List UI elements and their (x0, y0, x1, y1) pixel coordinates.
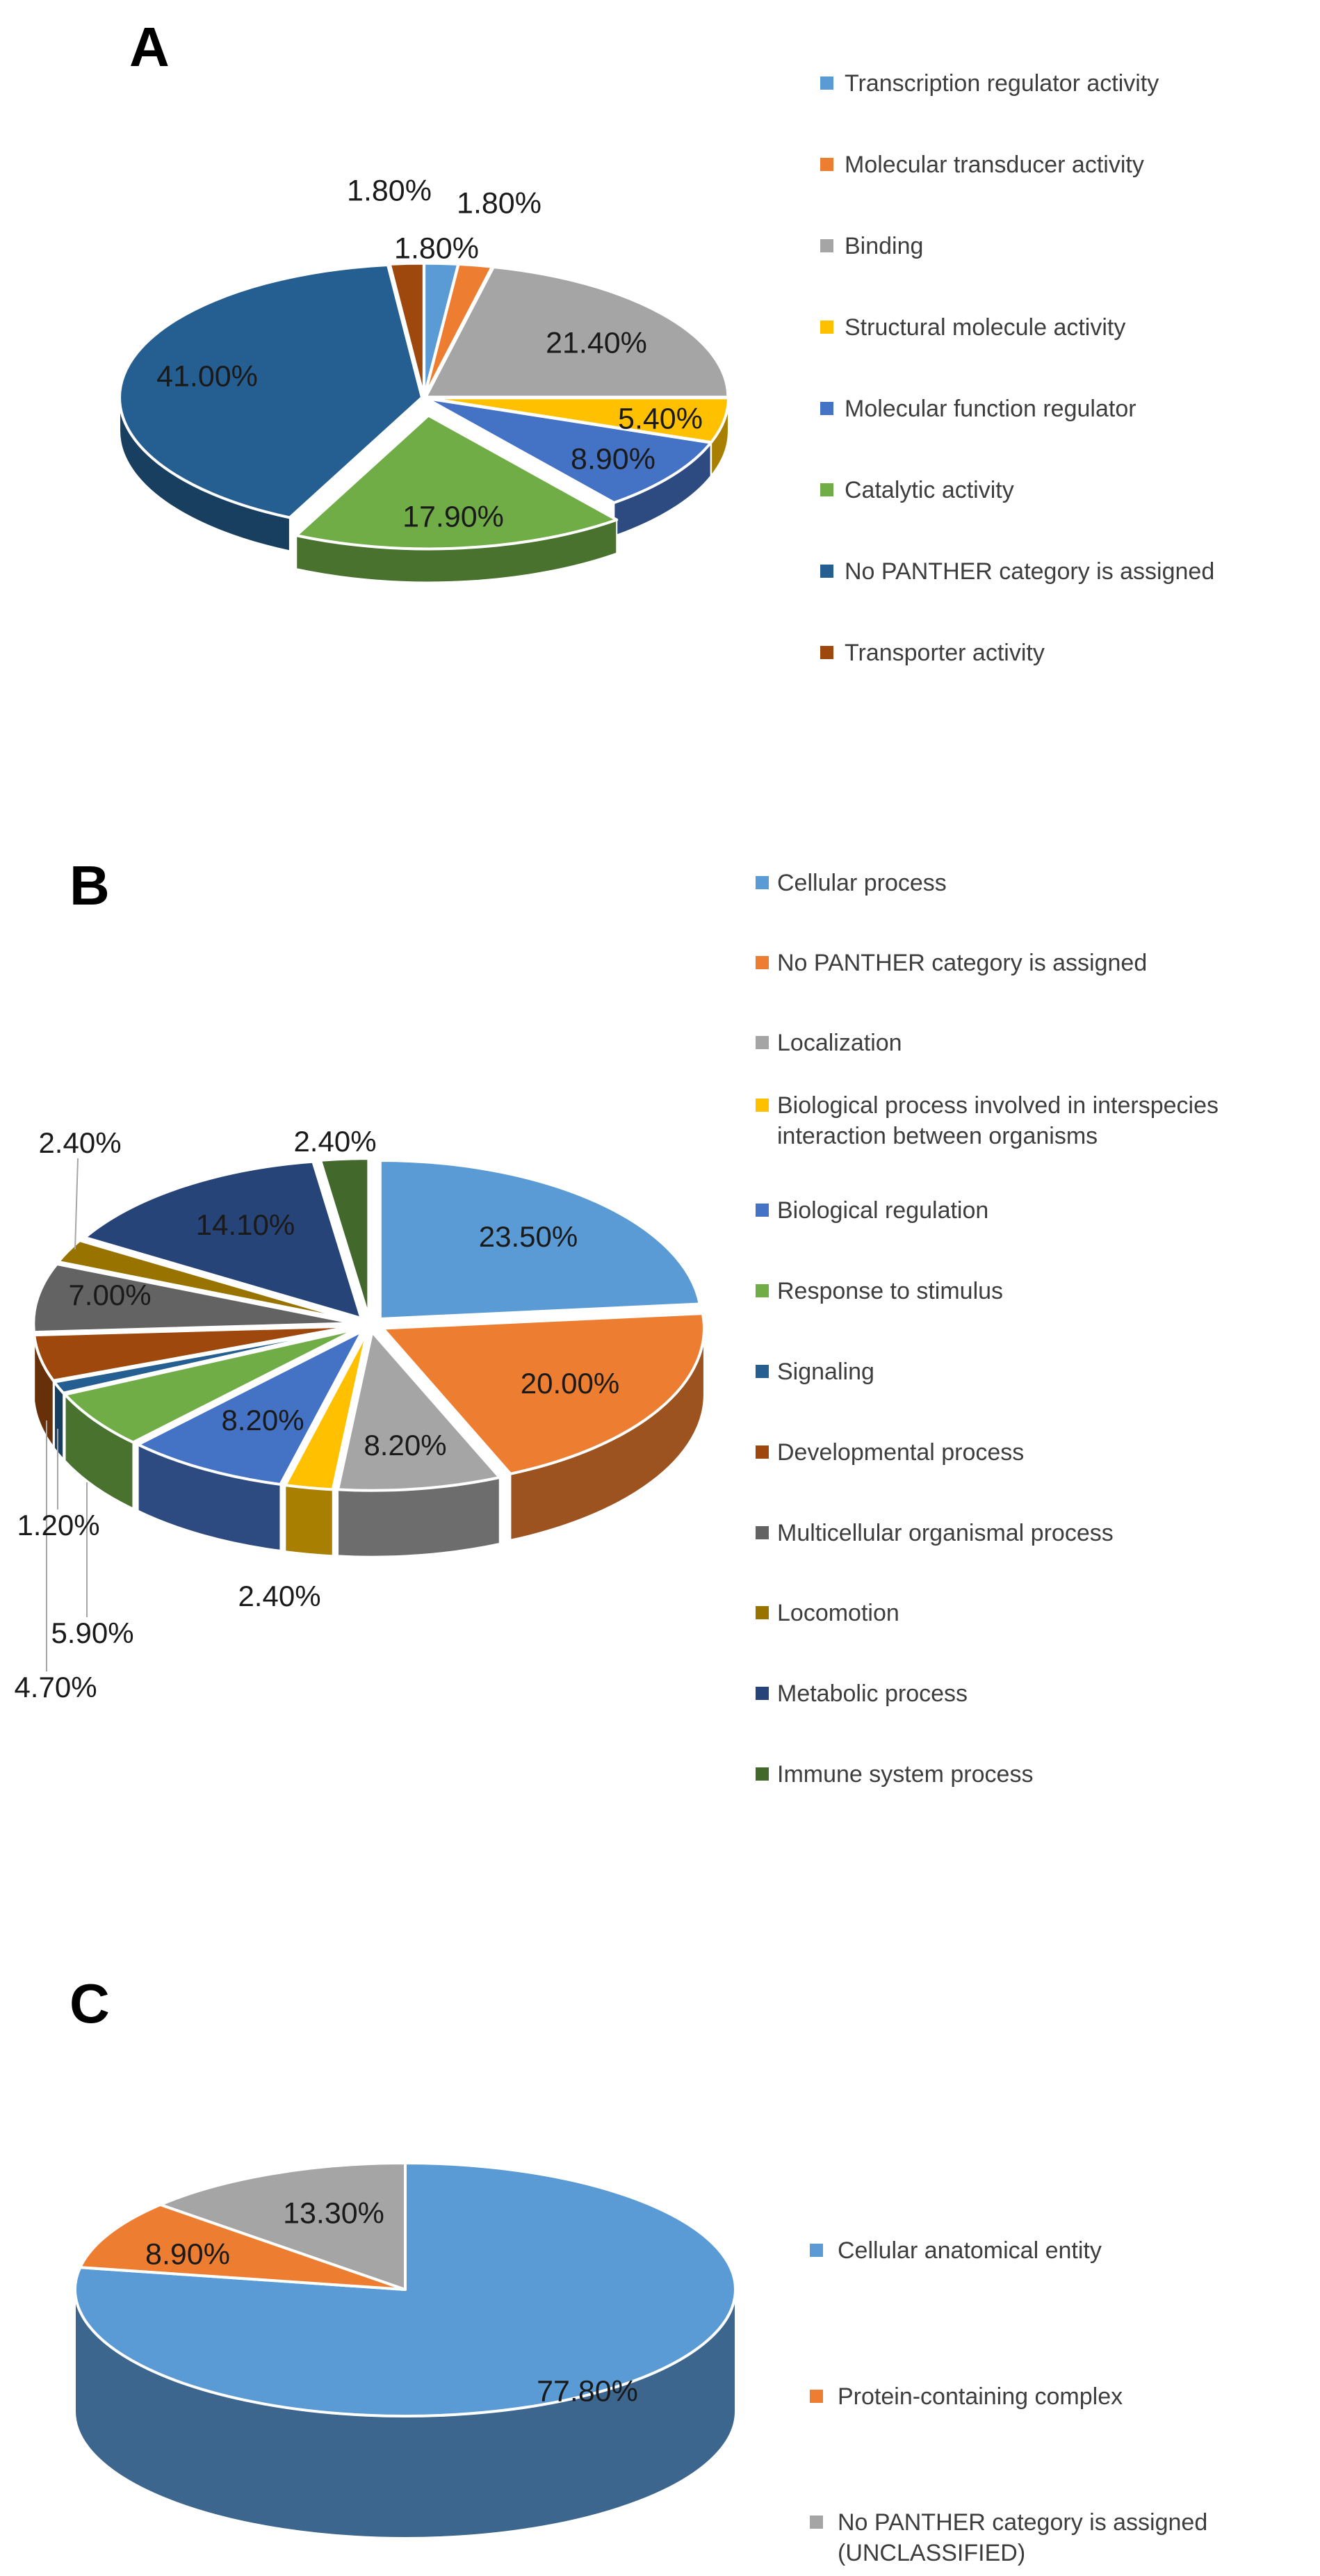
data-label: 8.90% (145, 2237, 230, 2271)
pie-chart-c (75, 2163, 735, 2538)
legend-swatch (756, 1445, 769, 1459)
pie-chart-a (120, 174, 728, 582)
legend-swatch (810, 2390, 823, 2403)
legend-swatch (756, 1767, 769, 1781)
legend-item (820, 231, 1303, 261)
legend-swatch (756, 1036, 769, 1049)
legend-swatch (820, 483, 833, 496)
pie-slice-wall (285, 1485, 332, 1555)
panel-label-c: C (70, 1972, 110, 2034)
legend-label: Cellular anatomical entity (838, 2237, 1102, 2264)
legend-item (756, 1276, 1264, 1306)
data-label: 2.40% (38, 1126, 122, 1160)
legend-label: Metabolic process (777, 1680, 968, 1707)
legend-label: No PANTHER category is assigned (UNCLASSIFIED) (838, 2509, 1208, 2566)
data-label: 23.50% (478, 1220, 578, 1254)
legend-item (756, 1090, 1264, 1151)
panel-label-a: A (129, 16, 170, 78)
legend-item (756, 1195, 1264, 1226)
data-label: 8.90% (571, 442, 655, 476)
legend-swatch (756, 1526, 769, 1539)
legend-swatch (820, 239, 833, 252)
legend-label: Biological process involved in interspecies interaction between organisms (777, 1092, 1219, 1149)
legend-label: Response to stimulus (777, 1278, 1004, 1304)
legend-swatch (810, 2516, 823, 2529)
legend-item (820, 312, 1303, 343)
legend-item (820, 68, 1303, 99)
legend-item (810, 2381, 1227, 2412)
legend-item (820, 149, 1303, 180)
pie-chart-b (14, 1125, 703, 1703)
legend-swatch (756, 876, 769, 889)
data-label: 21.40% (546, 326, 647, 360)
data-label: 4.70% (14, 1671, 97, 1704)
legend-swatch (820, 158, 833, 171)
legend-label: Multicellular organismal process (777, 1520, 1114, 1546)
legend-label: Molecular function regulator (845, 396, 1136, 422)
legend-swatch (756, 1365, 769, 1378)
data-label: 7.00% (68, 1279, 152, 1312)
legend-swatch (820, 321, 833, 334)
legend-label: No PANTHER category is assigned (777, 950, 1148, 976)
legend-item (820, 556, 1303, 587)
legend-swatch (820, 565, 833, 578)
legend-item (756, 1759, 1264, 1790)
legend-item (756, 868, 1264, 898)
data-label: 13.30% (283, 2196, 384, 2230)
legend-label: Structural molecule activity (845, 314, 1126, 341)
data-label: 1.80% (347, 174, 432, 208)
data-label: 41.00% (156, 359, 258, 394)
legend-item (820, 475, 1303, 505)
legend-swatch (756, 1284, 769, 1297)
legend-item (756, 948, 1264, 978)
data-label: 8.20% (221, 1404, 304, 1437)
legend-label: Binding (845, 233, 924, 259)
legend-label: Transcription regulator activity (845, 70, 1159, 97)
legend-swatch (756, 1099, 769, 1112)
legend-swatch (810, 2244, 823, 2257)
data-label: 8.20% (364, 1429, 447, 1462)
legend-label: Signaling (777, 1359, 874, 1385)
legend-item (820, 638, 1303, 668)
legend-item (756, 1598, 1264, 1628)
legend-label: Catalytic activity (845, 477, 1014, 503)
label-leader-line (75, 1158, 78, 1249)
legend-item (756, 1518, 1264, 1548)
legend-swatch (820, 402, 833, 415)
legend-label: Immune system process (777, 1761, 1034, 1788)
data-label: 20.00% (520, 1367, 620, 1400)
legend-swatch (756, 1606, 769, 1619)
legend-item (820, 394, 1303, 424)
data-label: 14.10% (195, 1208, 295, 1242)
legend-swatch (756, 1687, 769, 1700)
legend-swatch (820, 646, 833, 659)
data-label: 5.40% (618, 402, 703, 436)
legend-swatch (820, 76, 833, 90)
legend-label: Protein-containing complex (838, 2383, 1123, 2410)
legend-swatch (756, 956, 769, 969)
legend-item (756, 1028, 1264, 1058)
legend-label: Transporter activity (845, 640, 1045, 666)
data-label: 5.90% (51, 1617, 134, 1650)
legend-item (756, 1678, 1264, 1709)
legend-label: Molecular transducer activity (845, 152, 1144, 178)
legend-swatch (756, 1204, 769, 1217)
data-label: 1.20% (17, 1509, 100, 1542)
legend-label: Locomotion (777, 1600, 899, 1626)
data-label: 77.80% (537, 2374, 638, 2408)
legend-item (810, 2507, 1227, 2568)
legend-label: No PANTHER category is assigned (845, 558, 1215, 585)
legend-label: Cellular process (777, 870, 947, 896)
legend-label: Developmental process (777, 1439, 1025, 1466)
data-label: 1.80% (394, 232, 479, 266)
data-label: 1.80% (457, 186, 541, 220)
data-label: 2.40% (238, 1580, 321, 1613)
panel-label-b: B (70, 854, 110, 916)
legend-label: Localization (777, 1030, 902, 1056)
legend-item (756, 1437, 1264, 1468)
legend-label: Biological regulation (777, 1197, 989, 1224)
data-label: 17.90% (402, 500, 504, 534)
legend-item (756, 1356, 1264, 1387)
legend-item (810, 2235, 1227, 2266)
data-label: 2.40% (293, 1125, 377, 1158)
